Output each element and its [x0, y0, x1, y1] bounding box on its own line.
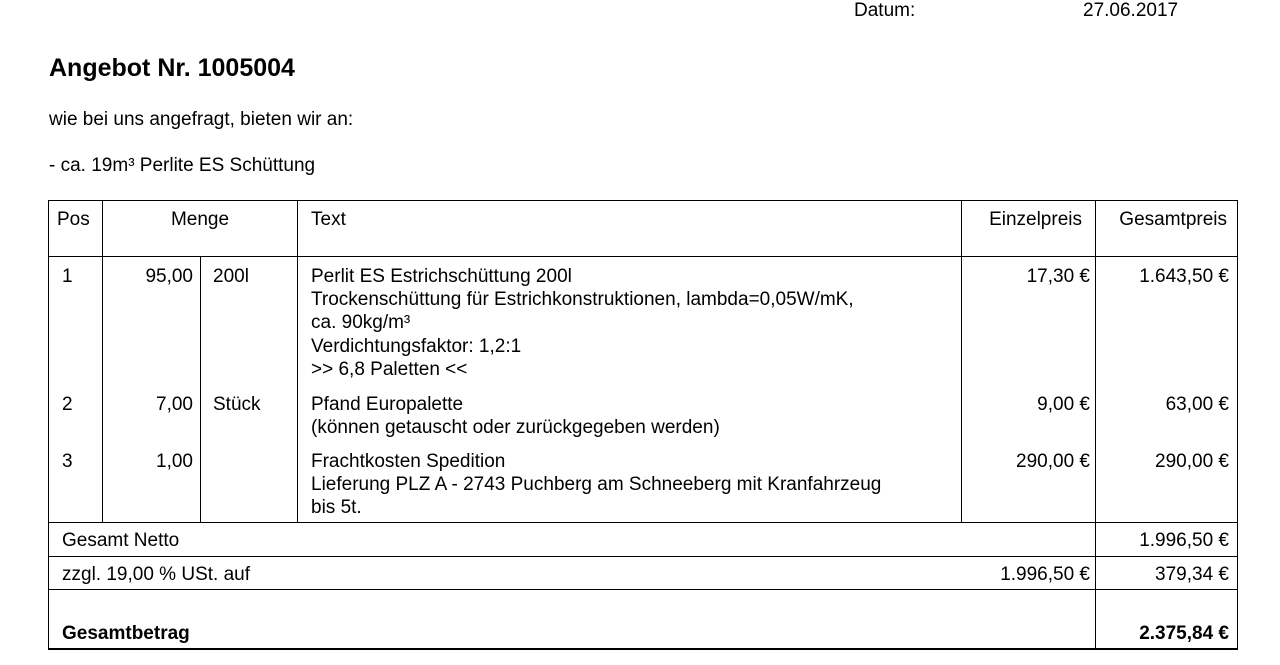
row-qty: 95,00: [145, 266, 193, 287]
row-text-line: Perlit ES Estrichschüttung 200l: [311, 266, 572, 287]
tax-value: 379,34 €: [1155, 564, 1229, 585]
row-unit: 200l: [213, 266, 249, 287]
header-text: Text: [311, 209, 346, 230]
offer-subject: - ca. 19m³ Perlite ES Schüttung: [49, 155, 316, 176]
row-total: 63,00 €: [1165, 394, 1229, 415]
row-text-line: Lieferung PLZ A - 2743 Puchberg am Schneeberg mit Kranfahrzeug: [311, 474, 882, 495]
total-value: 2.375,84 €: [1139, 623, 1229, 644]
total-label: Gesamtbetrag: [62, 623, 190, 644]
row-pos: 3: [62, 451, 73, 472]
table-border-left: [48, 200, 49, 650]
row-text-line: bis 5t.: [311, 497, 362, 518]
row-text-line: Pfand Europalette: [311, 394, 464, 415]
col-divider-text: [297, 200, 298, 522]
table-border-right: [1237, 200, 1238, 650]
header-menge: Menge: [170, 209, 230, 230]
row-total: 1.643,50 €: [1139, 266, 1229, 287]
row-pos: 2: [62, 394, 73, 415]
row-total: 290,00 €: [1155, 451, 1229, 472]
row-unit-price: 9,00 €: [1037, 394, 1090, 415]
row-text-line: ca. 90kg/m³: [311, 312, 411, 333]
row-unit-price: 17,30 €: [1026, 266, 1090, 287]
table-header-divider: [48, 256, 1237, 257]
tax-label: zzgl. 19,00 % USt. auf: [62, 564, 250, 585]
offer-intro: wie bei uns angefragt, bieten wir an:: [49, 109, 354, 130]
row-text-line: >> 6,8 Paletten <<: [311, 359, 468, 380]
header-gesamtpreis: Gesamtpreis: [1119, 209, 1227, 230]
col-divider-einzelpreis: [961, 200, 962, 522]
date-label: Datum:: [854, 0, 916, 21]
row-text-line: (können getauscht oder zurückgegeben werden): [311, 417, 720, 438]
table-tax-divider: [48, 589, 1237, 590]
row-unit-price: 290,00 €: [1016, 451, 1090, 472]
row-qty: 1,00: [156, 451, 193, 472]
offer-title: Angebot Nr. 1005004: [49, 54, 295, 82]
table-border-bottom: [48, 648, 1238, 650]
col-divider-pos: [102, 200, 103, 522]
row-text-line: Trockenschüttung für Estrichkonstruktionen, lambda=0,05W/mK,: [311, 289, 854, 310]
header-einzelpreis: Einzelpreis: [989, 209, 1082, 230]
row-pos: 1: [62, 266, 73, 287]
tax-base: 1.996,50 €: [1000, 564, 1090, 585]
header-pos: Pos: [57, 209, 90, 230]
date-value: 27.06.2017: [1083, 0, 1179, 21]
table-border-top: [48, 200, 1237, 201]
netto-value: 1.996,50 €: [1139, 530, 1229, 551]
col-divider-unit: [200, 256, 201, 522]
row-text-line: Verdichtungsfaktor: 1,2:1: [311, 336, 522, 357]
netto-label: Gesamt Netto: [62, 530, 180, 551]
row-unit: Stück: [213, 394, 261, 415]
row-qty: 7,00: [156, 394, 193, 415]
table-netto-divider: [48, 556, 1237, 557]
row-text-line: Frachtkosten Spedition: [311, 451, 506, 472]
table-body-divider: [48, 522, 1237, 523]
